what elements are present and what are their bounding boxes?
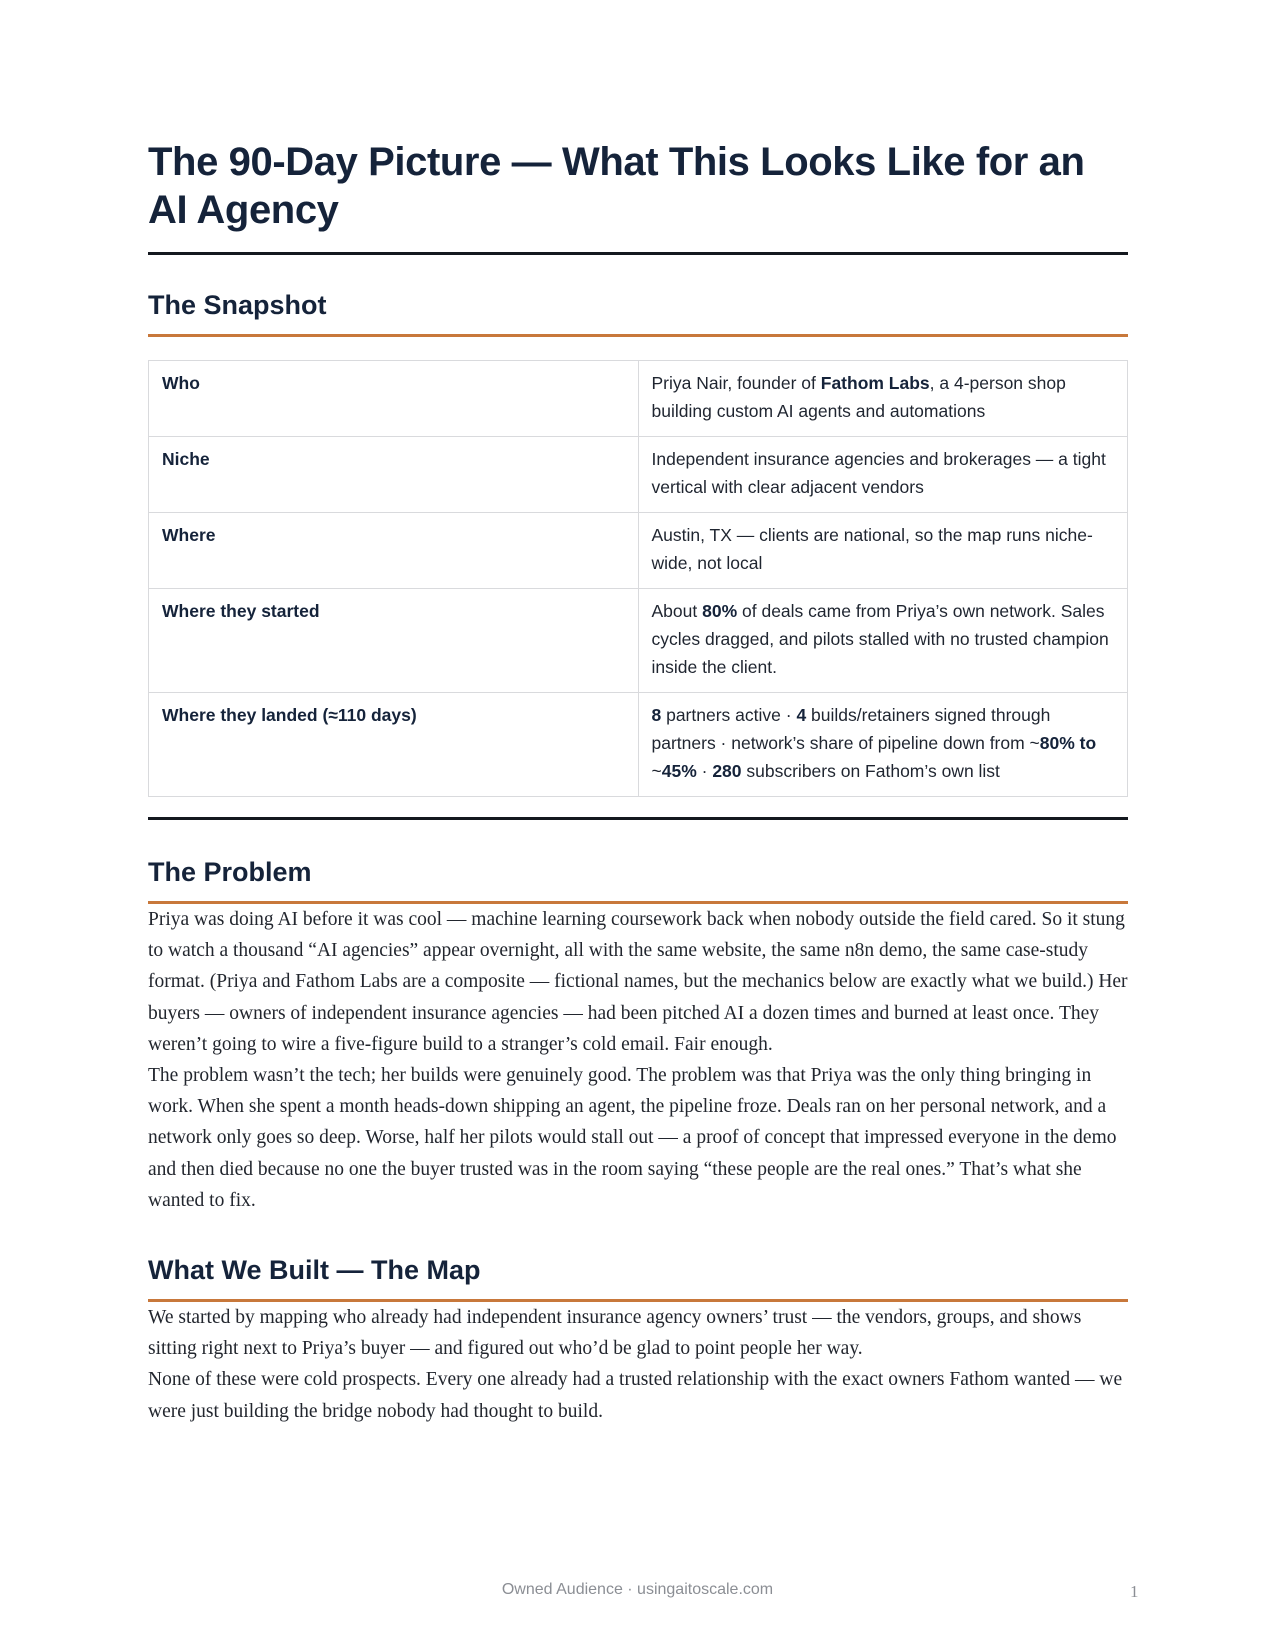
built-heading: What We Built — The Map — [148, 1255, 481, 1286]
table-row — [149, 589, 1128, 693]
row-value-landed: 8 partners active · 4 builds/retainers signed through partners · network’s share of pipeline down from ~80% to ~45% · 280 subscribers on Fathom’s own list — [638, 693, 1128, 797]
table-row — [149, 437, 1128, 513]
page-number: 1 — [1130, 1582, 1139, 1601]
title-divider — [148, 252, 1128, 255]
snapshot-table — [148, 360, 1128, 797]
row-value-who: Priya Nair, founder of Fathom Labs, a 4-person shop building custom AI agents and automations — [638, 361, 1128, 437]
row-label-landed: Where they landed (≈110 days) — [149, 693, 639, 797]
section-divider — [148, 817, 1128, 820]
problem-heading: The Problem — [148, 857, 312, 887]
document-page — [148, 138, 1128, 1427]
problem-paragraph-2: The problem wasn’t the tech; her builds were genuinely good. The problem was that Priya was the only thing bringing in work. When she spent a month heads-down shipping an agent, the pipeline froze. Deals ran on her personal network, and a network only goes so deep. Worse, half her pilots would stall out — a proof of concept that impressed everyone in the demo and then died because no one the buyer trusted was in the room saying “these people are the real ones.” That’s what she wanted to fix. — [148, 1065, 1117, 1211]
row-label-niche: Niche — [149, 437, 639, 513]
page-footer: Owned Audience · usingaitoscale.com — [501, 1581, 774, 1598]
page-title: The 90-Day Picture — What This Looks Like for an AI Agency — [148, 140, 1085, 232]
table-row — [149, 361, 1128, 437]
snapshot-heading-rule — [148, 334, 1128, 337]
built-paragraph-1: We started by mapping who already had independent insurance agency owners’ trust — the vendors, groups, and shows sitting right next to Priya’s buyer — and figured out who’d be glad to point people her way. — [148, 1307, 1082, 1360]
table-row — [149, 693, 1128, 797]
row-label-who: Who — [149, 361, 639, 437]
row-label-where: Where — [149, 513, 639, 589]
row-value-started: About 80% of deals came from Priya’s own network. Sales cycles dragged, and pilots stalled with no trusted champion inside the client. — [638, 589, 1128, 693]
row-value-niche: Independent insurance agencies and brokerages — a tight vertical with clear adjacent vendors — [638, 437, 1128, 513]
row-value-where: Austin, TX — clients are national, so the map runs niche-wide, not local — [638, 513, 1128, 589]
table-row — [149, 513, 1128, 589]
row-label-started: Where they started — [149, 589, 639, 693]
problem-paragraph-1: Priya was doing AI before it was cool — machine learning coursework back when nobody outside the field cared. So it stung to watch a thousand “AI agencies” appear overnight, all with the same website, the same n8n demo, the same case-study format. (Priya and Fathom Labs are a composite — fictional names, but the mechanics below are exactly what we build.) Her buyers — owners of independent insurance agencies — had been pitched AI a dozen times and burned at least once. They weren’t going to wire a five-figure build to a stranger’s cold email. Fair enough. — [148, 909, 1128, 1055]
snapshot-heading: The Snapshot — [148, 290, 327, 320]
built-paragraph-2: None of these were cold prospects. Every one already had a trusted relationship with the exact owners Fathom wanted — we were just building the bridge nobody had thought to build. — [148, 1369, 1123, 1422]
